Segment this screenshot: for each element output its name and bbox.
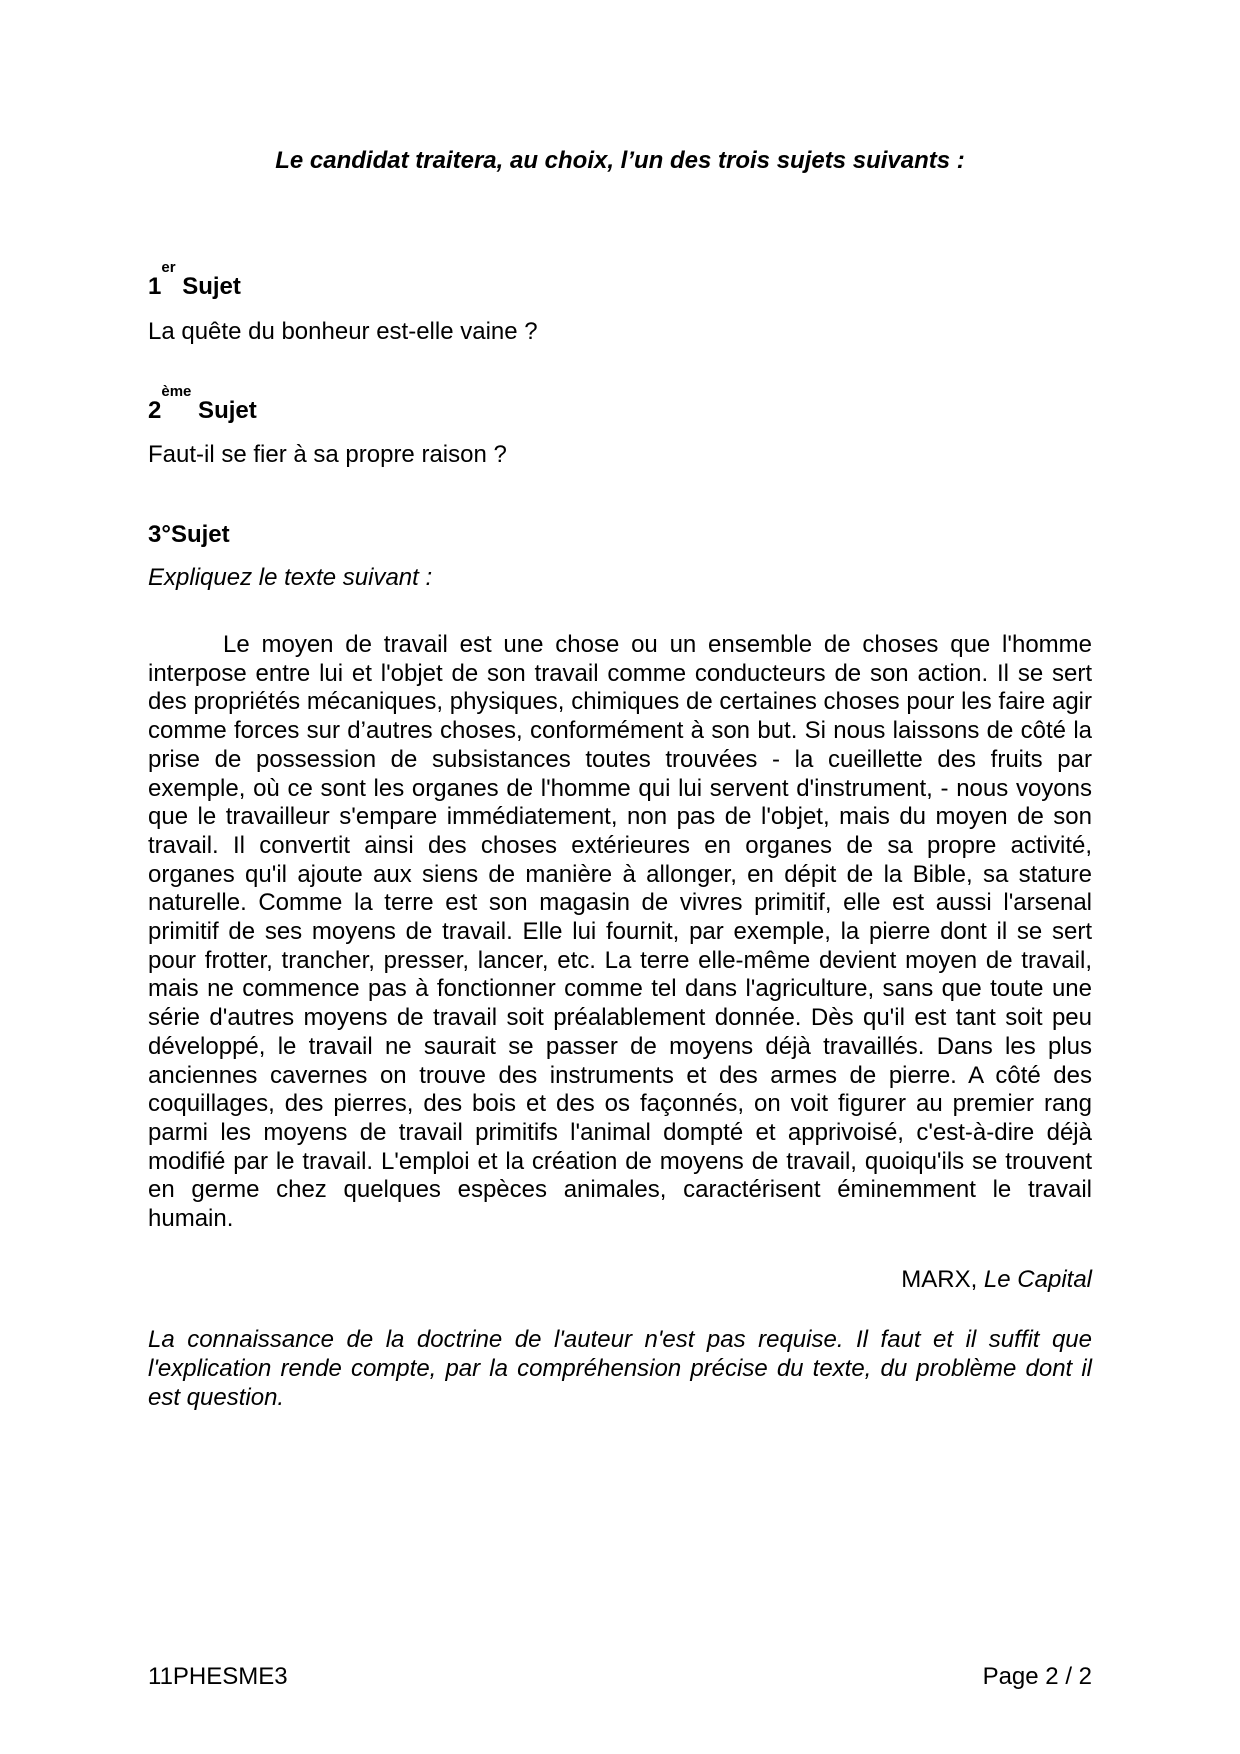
subject-2-label: Sujet	[191, 397, 257, 424]
exam-instruction: Le candidat traitera, au choix, l’un des trois sujets suivants :	[275, 147, 965, 174]
passage-citation	[901, 1265, 1092, 1295]
footer-exam-code: 11PHESME3	[148, 1663, 288, 1690]
exam-note: La connaissance de la doctrine de l'auteur n'est pas requise. Il faut et il suffit que l'explication rende compte, par la compréhension précise du texte, du problème dont il est question.	[148, 1326, 1092, 1411]
subject-3-heading: 3°Sujet	[148, 521, 230, 548]
subject-1-heading	[148, 259, 241, 302]
subject-1-ordinal: er	[161, 259, 176, 276]
citation-author: MARX,	[901, 1266, 984, 1293]
subject-1-number: 1	[148, 273, 162, 300]
subject-2-heading	[148, 383, 257, 426]
subject-1-question: La quête du bonheur est-elle vaine ?	[148, 318, 538, 345]
subject-2-ordinal: ème	[161, 383, 192, 400]
subject-2-question: Faut-il se fier à sa propre raison ?	[148, 441, 507, 468]
subject-3-prompt: Expliquez le texte suivant :	[148, 564, 433, 591]
subject-1-label: Sujet	[175, 273, 241, 300]
text-passage: Le moyen de travail est une chose ou un ensemble de choses que l'homme interpose entre lui et l'objet de son travail comme conducteurs de son action. Il se sert des propriétés mécaniques, physiques, chimiques de certaines choses pour les faire agir comme forces sur d’autres choses, conformément à son but. Si nous laissons de côté la prise de possession de subsistances toutes trouvées - la cueillette des fruits par exemple, où ce sont les organes de l'homme qui lui servent d'instrument, - nous voyons que le travailleur s'empare immédiatement, non pas de l'objet, mais du moyen de son travail. Il convertit ainsi des choses extérieures en organes de sa propre activité, organes qu'il ajoute aux siens de manière à allonger, en dépit de la Bible, sa stature naturelle. Comme la terre est son magasin de vivres primitif, elle est aussi l'arsenal primitif de ses moyens de travail. Elle lui fournit, par exemple, la pierre dont il se sert pour frotter, trancher, presser, lancer, etc. La terre elle-même devient moyen de travail, mais ne commence pas à fonctionner comme tel dans l'agriculture, sans que toute une série d'autres moyens de travail soit préalablement donnée. Dès qu'il est tant soit peu développé, le travail ne saurait se passer de moyens déjà travaillés. Dans les plus anciennes cavernes on trouve des instruments et des armes de pierre. A côté des coquillages, des pierres, des bois et des os façonnés, on voit figurer au premier rang parmi les moyens de travail primitifs l'animal dompté et apprivoisé, c'est-à-dire déjà modifié par le travail. L'emploi et la création de moyens de travail, quoiqu'ils se trouvent en germe chez quelques espèces animales, caractérisent éminemment le travail humain.	[148, 631, 1092, 1233]
citation-work: Le Capital	[983, 1266, 1092, 1293]
footer-page-number: Page 2 / 2	[982, 1663, 1092, 1690]
subject-2-number: 2	[148, 397, 162, 424]
